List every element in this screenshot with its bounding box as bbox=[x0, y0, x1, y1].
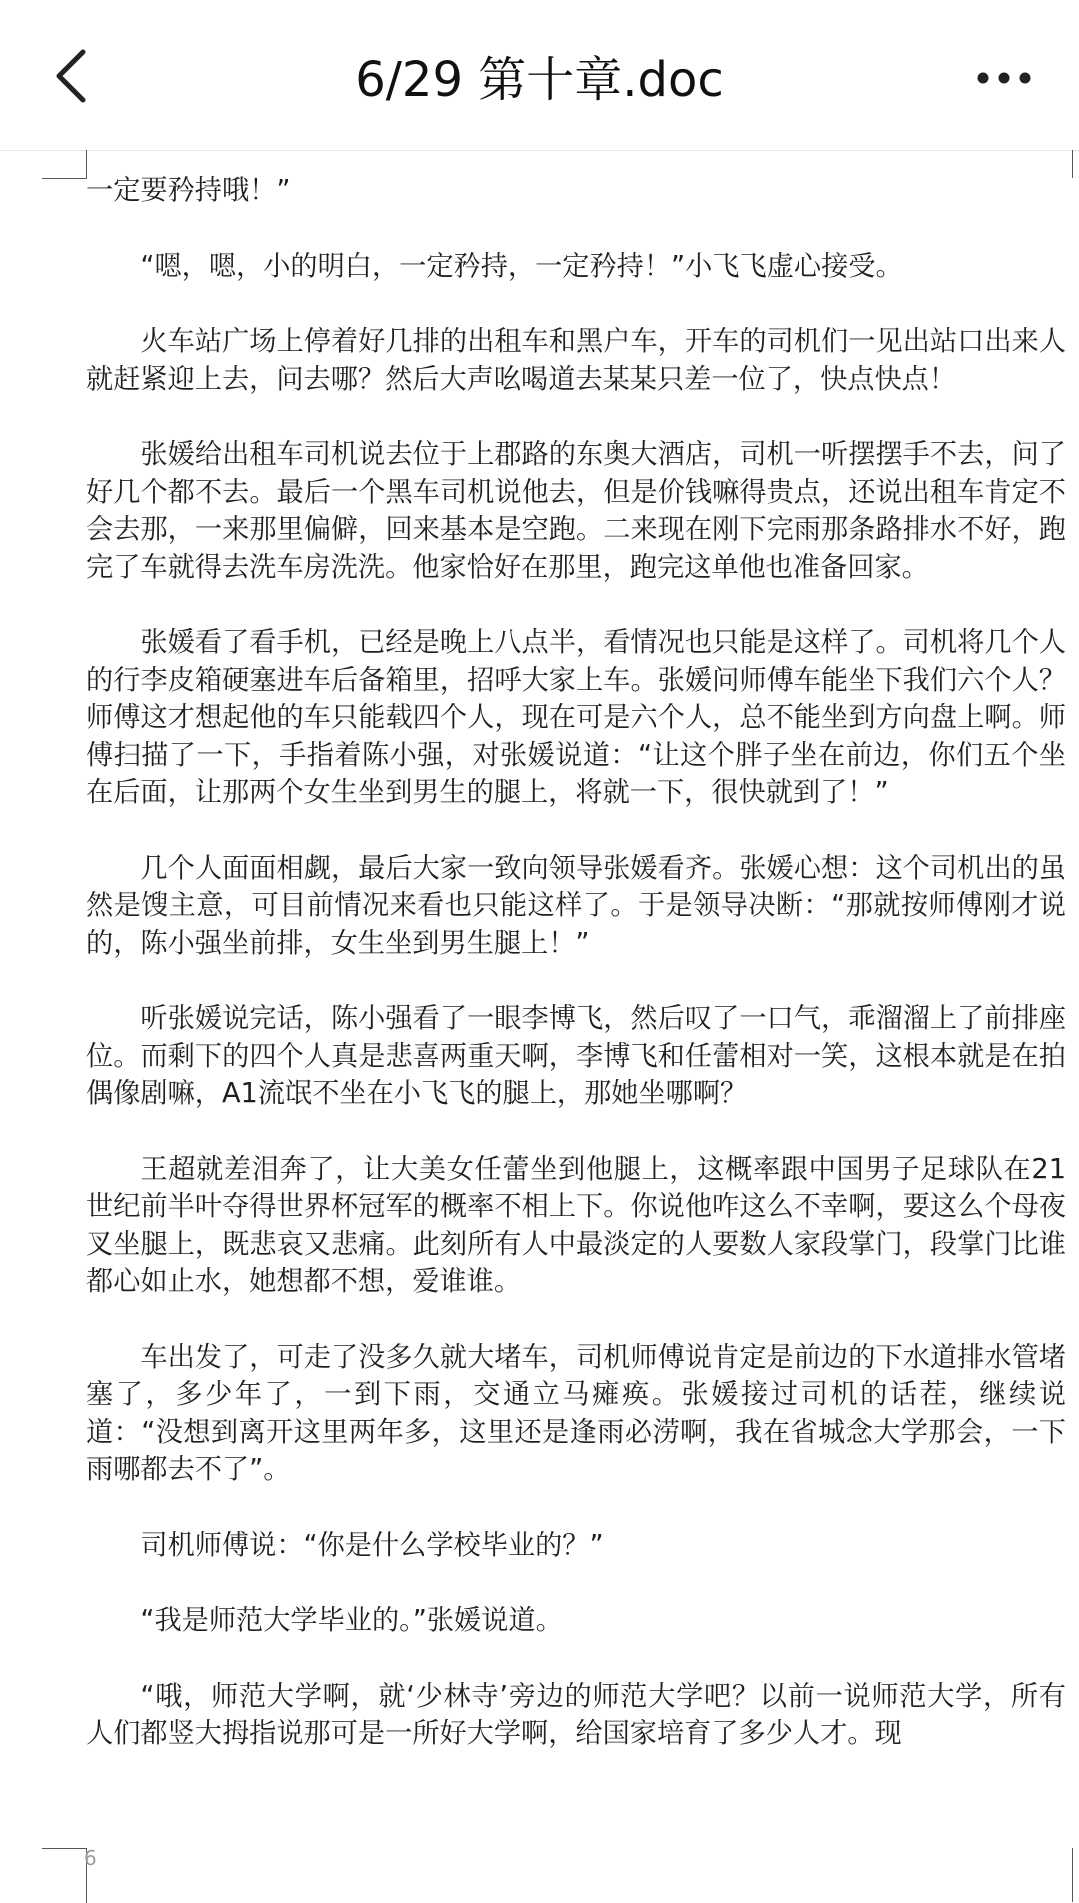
top-bar bbox=[0, 0, 1079, 151]
crop-mark-bottom-right bbox=[1072, 1848, 1079, 1902]
crop-mark-top-right bbox=[1072, 150, 1079, 178]
more-options-button[interactable] bbox=[959, 38, 1049, 118]
paragraph: 几个人面面相觑，最后大家一致向领导张媛看齐。张媛心想：这个司机出的虽然是馊主意，可目前情况来看也只能这样了。于是领导决断：“那就按师傅刚才说的，陈小强坐前排，女生坐到男生腿上！” bbox=[86, 852, 1066, 959]
paragraph: “哦，师范大学啊，就‘少林寺’旁边的师范大学吧？以前一说师范大学，所有人们都竖大拇指说那可是一所好大学啊，给国家培育了多少人才。现 bbox=[86, 1680, 1066, 1749]
paragraph: 车出发了，可走了没多久就大堵车，司机师傅说肯定是前边的下水道排水管堵塞了，多少年了，一到下雨，交通立马瘫痪。张媛接过司机的话茬，继续说道：“没想到离开这里两年多，这里还是逢雨必涝啊，我在省城念大学那会，一下雨哪都去不了”。 bbox=[86, 1341, 1066, 1485]
paragraph: 王超就差泪奔了，让大美女任蕾坐到他腿上，这概率跟中国男子足球队在21世纪前半叶夺得世界杯冠军的概率不相上下。你说他咋这么不幸啊，要这么个母夜叉坐腿上，既悲哀又悲痛。此刻所有人中最淡定的人要数人家段掌门，段掌门比谁都心如止水，她想都不想，爱谁谁。 bbox=[86, 1153, 1066, 1297]
document-title: 6/29 第十章.doc bbox=[355, 52, 724, 108]
paragraph: 火车站广场上停着好几排的出租车和黑户车，开车的司机们一见出站口出来人就赶紧迎上去，问去哪？然后大声吆喝道去某某只差一位了，快点快点！ bbox=[86, 326, 1066, 395]
crop-mark-bottom-left bbox=[42, 1848, 87, 1903]
paragraph: 一定要矜持哦！” bbox=[86, 175, 291, 206]
paragraph: 听张媛说完话，陈小强看了一眼李博飞，然后叹了一口气，乖溜溜上了前排座位。而剩下的四个人真是悲喜两重天啊，李博飞和任蕾相对一笑，这根本就是在拍偶像剧嘛，A1流氓不坐在小飞飞的腿上，那她坐哪啊？ bbox=[86, 1003, 1066, 1109]
more-horizontal-icon bbox=[976, 71, 1032, 85]
paragraph: 张媛给出租车司机说去位于上郡路的东奥大酒店，司机一听摆摆手不去，问了好几个都不去。最后一个黑车司机说他去，但是价钱嘛得贵点，还说出租车肯定不会去那，一来那里偏僻，回来基本是空跑。二来现在刚下完雨那条路排水不好，跑完了车就得去洗车房洗洗。他家恰好在那里，跑完这单他也准备回家。 bbox=[86, 439, 1066, 583]
document-body bbox=[86, 172, 1066, 1791]
document-page[interactable] bbox=[0, 150, 1079, 1902]
paragraph: 司机师傅说：“你是什么学校毕业的？” bbox=[140, 1529, 604, 1561]
crop-mark-top-left bbox=[42, 150, 87, 179]
page-number: 6 bbox=[84, 1846, 97, 1870]
paragraph: 张媛看了看手机，已经是晚上八点半，看情况也只能是这样了。司机将几个人的行李皮箱硬塞进车后备箱里，招呼大家上车。张媛问师傅车能坐下我们六个人？师傅这才想起他的车只能载四个人，现在可是六个人，总不能坐到方向盘上啊。师傅扫描了一下，手指着陈小强，对张媛说道：“让这个胖子坐在前边，你们五个坐在后面，让那两个女生坐到男生的腿上，将就一下，很快就到了！” bbox=[86, 627, 1066, 808]
paragraph: “嗯，嗯，小的明白，一定矜持，一定矜持！”小飞飞虚心接受。 bbox=[140, 250, 903, 282]
paragraph: “我是师范大学毕业的。”张媛说道。 bbox=[140, 1605, 563, 1636]
back-button[interactable] bbox=[40, 38, 100, 114]
chevron-left-icon bbox=[53, 48, 87, 104]
